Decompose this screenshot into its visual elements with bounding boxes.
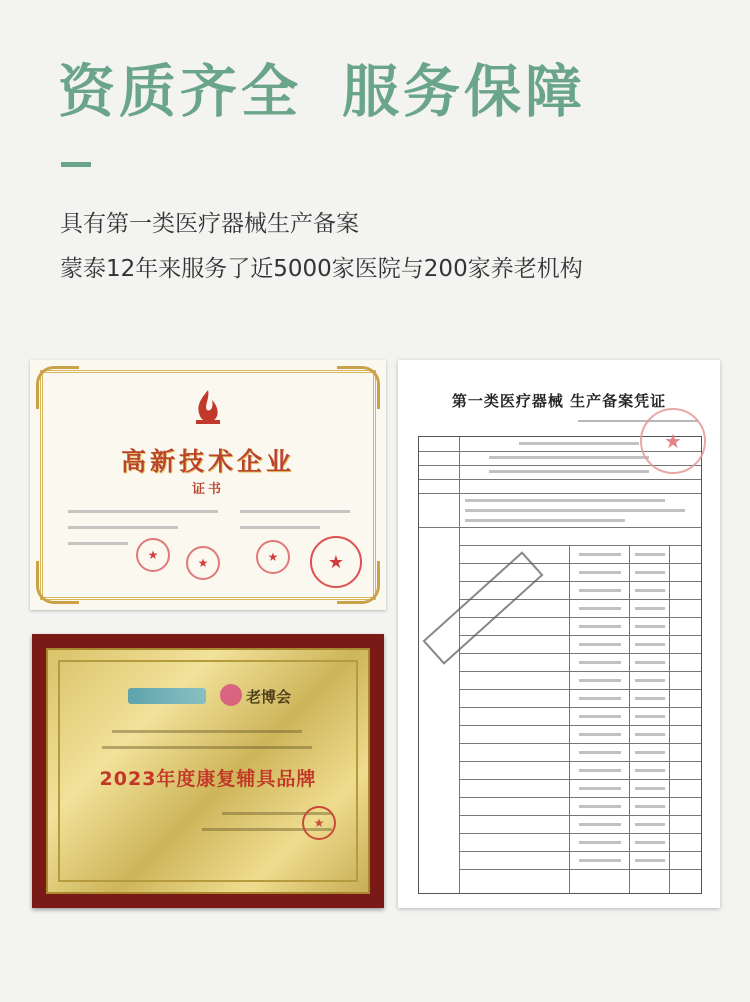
hightech-certificate-image	[30, 360, 386, 610]
award-plaque-image	[32, 634, 384, 908]
filing-table	[418, 436, 702, 894]
intro-line-filing: 具有第一类医疗器械生产备案	[60, 211, 359, 237]
filing-document-title: 第一类医疗器械 生产备案凭证	[451, 392, 667, 410]
red-seal-icon: ★	[302, 806, 336, 840]
org-logo-icon	[220, 684, 242, 706]
corner-ornament	[36, 561, 79, 604]
headline-part-1: 资质齐全	[58, 59, 302, 125]
certificate-title: 高新技术企业	[120, 447, 295, 476]
corner-ornament	[337, 366, 380, 409]
plaque-org-name: 老博会	[246, 688, 292, 706]
corner-ornament	[36, 366, 79, 409]
flame-emblem-icon	[190, 388, 226, 428]
filing-certificate-image	[398, 360, 720, 908]
plaque-award-title: 2023年度康复辅具品牌	[99, 768, 317, 790]
red-seal-icon: ★	[310, 536, 362, 588]
accent-divider	[61, 162, 91, 167]
red-seal-icon: ★	[640, 408, 706, 474]
exhibition-logo-icon	[128, 688, 206, 704]
certificate-subtitle: 证书	[191, 482, 224, 497]
red-seal-icon: ★	[186, 546, 220, 580]
red-seal-icon: ★	[136, 538, 170, 572]
page-headline	[58, 46, 586, 128]
intro-line-service: 蒙泰12年来服务了近5000家医院与200家养老机构	[60, 256, 583, 282]
headline-part-2: 服务保障	[342, 59, 586, 125]
red-seal-icon: ★	[256, 540, 290, 574]
